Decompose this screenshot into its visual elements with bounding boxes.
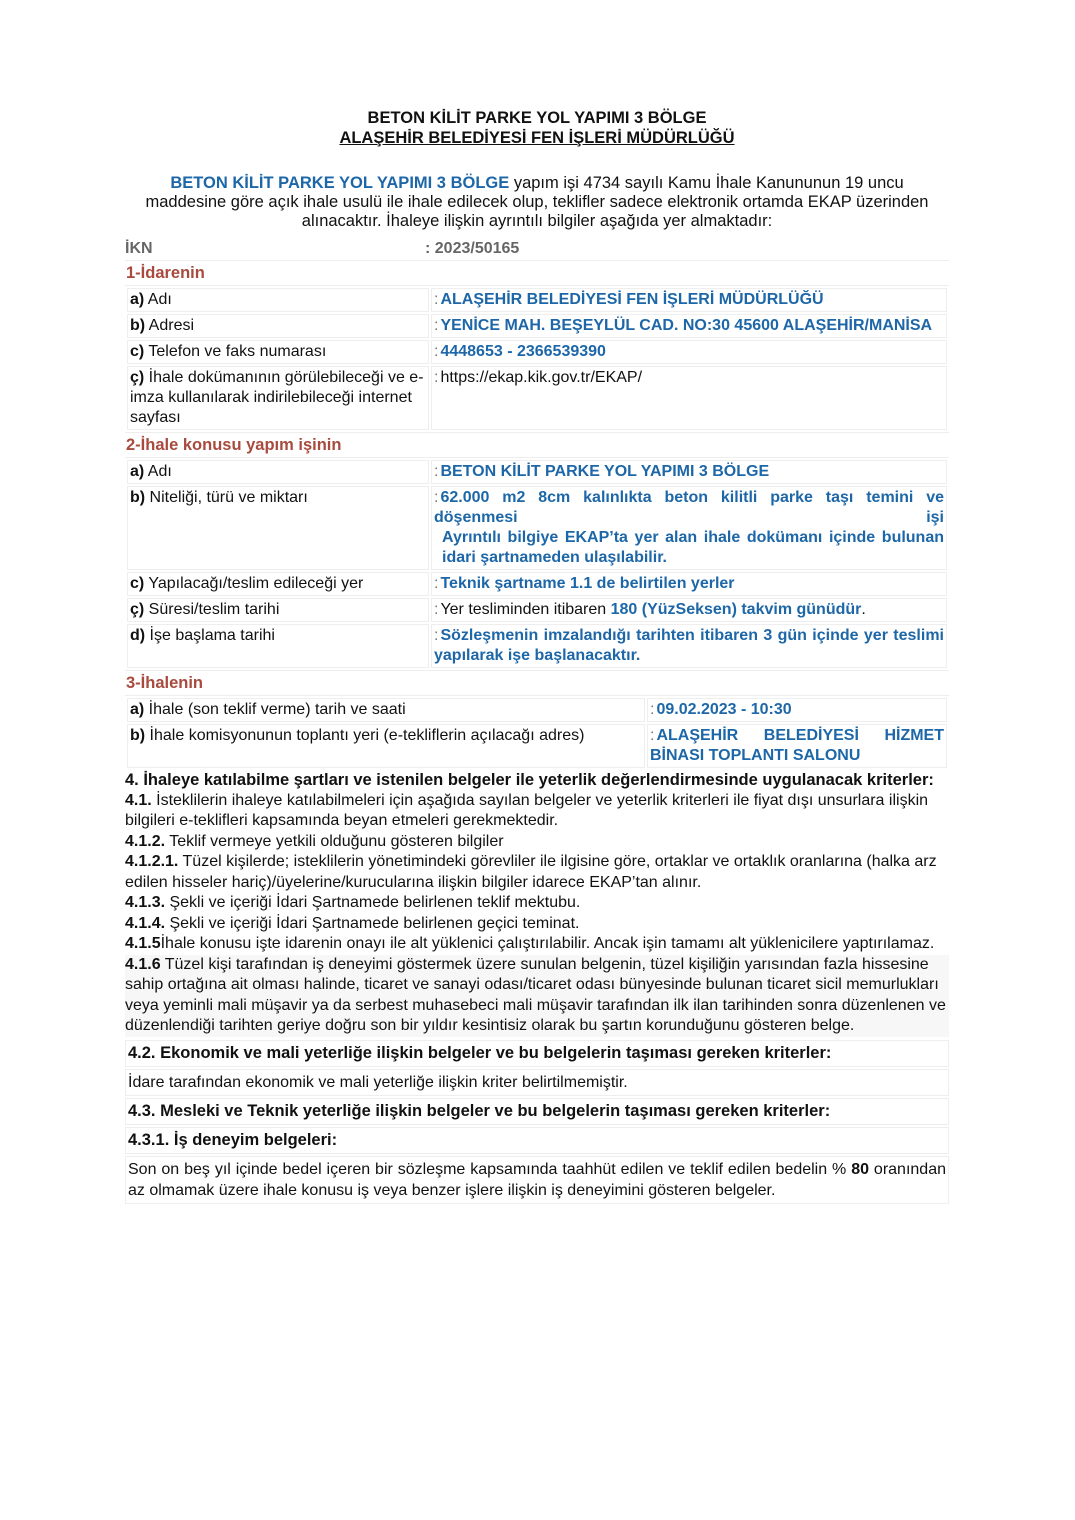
row-label: a) İhale (son teklif verme) tarih ve saati <box>127 698 645 722</box>
row-label: a) Adı <box>127 288 429 312</box>
section2-title: 2-İhale konusu yapım işinin <box>125 432 949 458</box>
criteria-item: 4.1.3. Şekli ve içeriği İdari Şartnamede belirlenen teklif mektubu. <box>125 894 581 911</box>
section3-table <box>125 696 949 770</box>
intro-highlight: BETON KİLİT PARKE YOL YAPIMI 3 BÖLGE <box>170 174 510 192</box>
table-row <box>127 724 947 768</box>
section431-title: 4.3.1. İş deneyim belgeleri: <box>125 1127 949 1154</box>
section3-title: 3-İhalenin <box>125 670 949 696</box>
table-row <box>127 366 947 430</box>
row-label: d) İşe başlama tarihi <box>127 624 429 668</box>
row-label: c) Yapılacağı/teslim edileceği yer <box>127 572 429 596</box>
ikn-row <box>125 238 949 260</box>
row-value: : Sözleşmenin imzalandığı tarihten itibaren 3 gün içinde yer teslimi yapılarak işe başlanacaktır. <box>431 624 947 668</box>
table-row <box>127 340 947 364</box>
row-value: : BETON KİLİT PARKE YOL YAPIMI 3 BÖLGE <box>431 460 947 484</box>
section2-table <box>125 458 949 670</box>
section42-title: 4.2. Ekonomik ve mali yeterliğe ilişkin belgeler ve bu belgelerin taşıması gereken kriterler: <box>125 1040 949 1067</box>
row-label: c) Telefon ve faks numarası <box>127 340 429 364</box>
row-value: : Teknik şartname 1.1 de belirtilen yerler <box>431 572 947 596</box>
ikn-label: İKN <box>125 240 153 257</box>
row-label: b) Niteliği, türü ve miktarı <box>127 486 429 570</box>
section4-title: 4. İhaleye katılabilme şartları ve istenilen belgeler ile yeterlik değerlendirmesinde uygulanacak kriterler: <box>125 771 934 789</box>
criteria-item: 4.1.2. Teklif vermeye yetkili olduğunu gösteren bilgiler <box>125 832 504 850</box>
section431-text: Son on beş yıl içinde bedel içeren bir sözleşme kapsamında taahhüt edilen ve teklif edilen bedelin % 80 oranından az olmamak üzere ihale konusu iş veya benzer işlere ilişkin iş deneyimini gösteren belgeler. <box>125 1156 949 1204</box>
document-title: BETON KİLİT PARKE YOL YAPIMI 3 BÖLGE <box>367 109 707 127</box>
intro-text: yapım işi 4734 sayılı Kamu İhale Kanununun 19 uncu maddesine göre açık ihale usulü ile ihale edilecek olup, teklifler sadece elektronik ortamda EKAP üzerinden alınacaktır. İhaleye ilişkin ayrıntılı bilgiler aşağıda yer almaktadır: <box>145 174 929 230</box>
row-value: : ALAŞEHİR BELEDİYESİ FEN İŞLERİ MÜDÜRLÜĞÜ <box>431 288 947 312</box>
document-page <box>125 108 949 1204</box>
row-value: : 62.000 m2 8cm kalınlıkta beton kilitli parke taşı temini ve döşenmesi işi Ayrıntılı bilgiye EKAP’ta yer alan ihale dokümanı içinde bulunan idari şartnameden ulaşılabilir. <box>431 486 947 570</box>
row-value: : Yer tesliminden itibaren 180 (YüzSeksen) takvim günüdür. <box>431 598 947 622</box>
row-label: ç) İhale dokümanının görülebileceği ve e-imza kullanılarak indirilebileceği internet sayfası <box>127 366 429 430</box>
row-value: : https://ekap.kik.gov.tr/EKAP/ <box>431 366 947 430</box>
table-row <box>127 460 947 484</box>
criteria-item: 4.1.6 Tüzel kişi tarafından iş deneyimi göstermek üzere sunulan belgenin, tüzel kişiliğin yarısından fazla hissesine sahip ortağına ait olması halinde, ticaret ve sanayi odası/ticaret odası bünyesinde bulunan ticaret sicil memurlukları veya yeminli mali müşavir ya da serbest muhasebeci mali müşavir tarafından ilk ilan tarihinden sonra düzenlenen ve düzenlendiği tarihten geriye doğru son bir yıldır kesintisiz olarak bu şartın korunduğunu gösteren belge. <box>125 955 949 1037</box>
table-row <box>127 624 947 668</box>
table-row <box>127 572 947 596</box>
row-label: ç) Süresi/teslim tarihi <box>127 598 429 622</box>
row-value: : YENİCE MAH. BEŞEYLÜL CAD. NO:30 45600 ALAŞEHİR/MANİSA <box>431 314 947 338</box>
criteria-item: 4.1.4. Şekli ve içeriği İdari Şartnamede belirlenen geçici teminat. <box>125 914 580 932</box>
criteria-item: 4.1.5İhale konusu işte idarenin onayı ile alt yüklenici çalıştırılabilir. Ancak işin tamamı alt yüklenicilere yaptırılamaz. <box>125 935 935 952</box>
ekap-link[interactable]: https://ekap.kik.gov.tr/EKAP/ <box>440 369 643 386</box>
table-row <box>127 698 947 722</box>
table-row <box>127 598 947 622</box>
row-label: b) İhale komisyonunun toplantı yeri (e-tekliflerin açılacağı adres) <box>127 724 645 768</box>
document-subtitle: ALAŞEHİR BELEDİYESİ FEN İŞLERİ MÜDÜRLÜĞÜ <box>339 129 735 147</box>
row-label: b) Adresi <box>127 314 429 338</box>
row-value: : 4448653 - 2366539390 <box>431 340 947 364</box>
intro-paragraph <box>125 174 949 231</box>
section42-text: İdare tarafından ekonomik ve mali yeterliğe ilişkin kriter belirtilmemiştir. <box>125 1069 949 1096</box>
table-row <box>127 314 947 338</box>
row-value: : ALAŞEHİR BELEDİYESİ HİZMET BİNASI TOPLANTI SALONU <box>647 724 947 768</box>
section4 <box>125 770 949 1037</box>
section1-title: 1-İdarenin <box>125 260 949 286</box>
row-value: : 09.02.2023 - 10:30 <box>647 698 947 722</box>
ikn-value: : 2023/50165 <box>425 240 520 257</box>
section1-table <box>125 286 949 432</box>
table-row <box>127 486 947 570</box>
table-row <box>127 288 947 312</box>
criteria-item: 4.1. İsteklilerin ihaleye katılabilmeleri için aşağıda sayılan belgeler ve yeterlik kriterleri ile fiyat dışı unsurlara ilişkin bilgileri e-teklifleri kapsamında beyan etmeleri gerekmektedir. <box>125 791 929 829</box>
section43-title: 4.3. Mesleki ve Teknik yeterliğe ilişkin belgeler ve bu belgelerin taşıması gereken kriterler: <box>125 1098 949 1125</box>
criteria-item: 4.1.2.1. Tüzel kişilerde; isteklilerin yönetimindeki görevliler ile ilgisine göre, ortaklar ve ortaklık oranlarına (halka arz edilen hisseler hariç)/üyelerine/kurucularına ilişkin bilgiler idarece EKAP’tan alınır. <box>125 853 937 891</box>
row-label: a) Adı <box>127 460 429 484</box>
